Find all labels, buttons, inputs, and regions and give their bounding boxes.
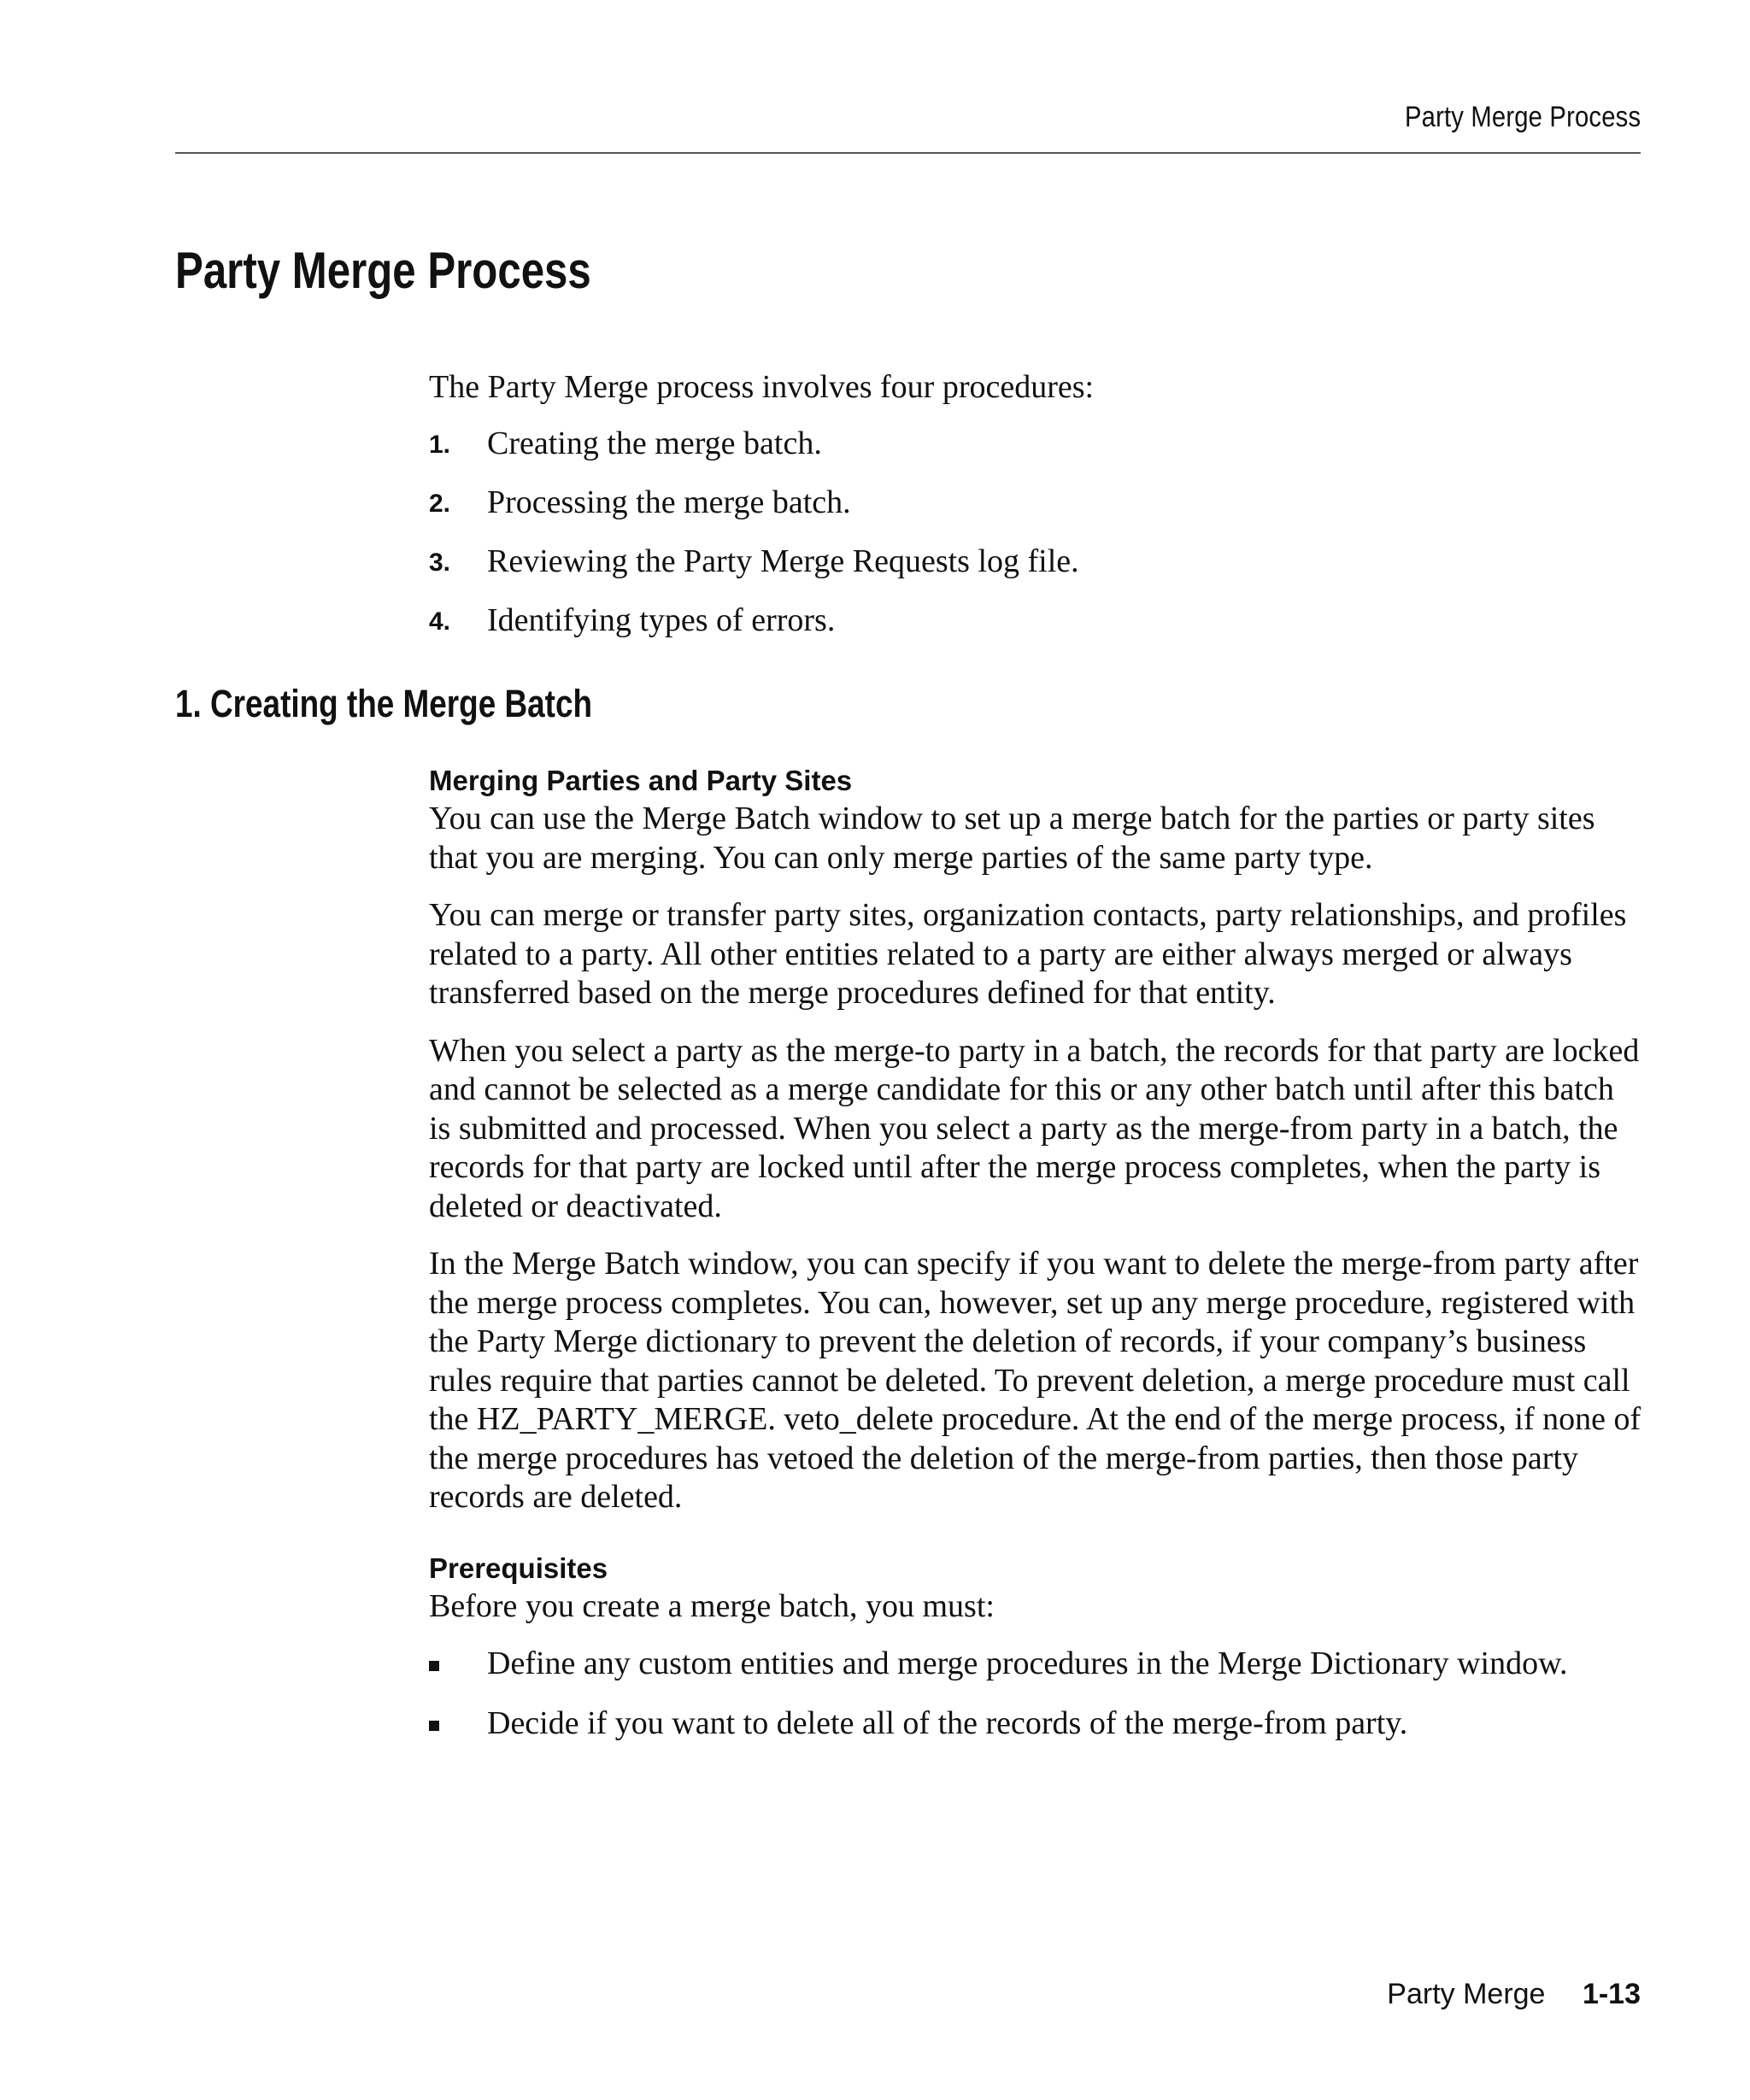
running-header: Party Merge Process xyxy=(1404,101,1641,133)
step-text: Reviewing the Party Merge Requests log file. xyxy=(487,543,1079,579)
prereq-list xyxy=(429,1645,1642,1743)
section-body xyxy=(429,762,1642,1763)
square-bullet-icon xyxy=(429,1721,439,1731)
bullet-text: Define any custom entities and merge procedures in the Merge Dictionary window. xyxy=(487,1645,1568,1681)
page-title: Party Merge Process xyxy=(175,242,591,299)
paragraph: In the Merge Batch window, you can specify if you want to delete the merge-from party after the merge process completes. You can, however, set up any merge procedure, registered with the Party Merge dictionary to prevent the deletion of records, if your company’s business rules require that parties cannot be deleted. To prevent deletion, a merge procedure must call the HZ_PARTY_MERGE. veto_delete procedure. At the end of the merge process, if none of the merge procedures has vetoed the deletion of the merge-from parties, then those party records are deleted. xyxy=(429,1246,1641,1515)
step-text: Creating the merge batch. xyxy=(487,425,822,461)
prereq-lead: Before you create a merge batch, you must: xyxy=(429,1587,995,1624)
list-item xyxy=(429,1645,1642,1684)
footer-chapter: Party Merge xyxy=(1387,1978,1546,2010)
list-item xyxy=(429,601,1642,640)
step-number: 1. xyxy=(429,431,451,459)
paragraph: You can merge or transfer party sites, organization contacts, party relationships, and profiles related to a party. All other entities related to a party are either always merged or always transferred based on the merge procedures defined for that entity. xyxy=(429,897,1627,1011)
step-text: Processing the merge batch. xyxy=(487,484,851,520)
header-rule xyxy=(175,152,1641,154)
step-number: 4. xyxy=(429,607,451,636)
step-number: 2. xyxy=(429,490,451,518)
page-number: 1-13 xyxy=(1582,1978,1641,2010)
step-text: Identifying types of errors. xyxy=(487,602,836,638)
list-item xyxy=(429,483,1642,522)
section-heading: 1. Creating the Merge Batch xyxy=(175,682,593,725)
paragraph: When you select a party as the merge-to party in a batch, the records for that party are locked and cannot be selected as a merge candidate for this or any other batch until after this batch is submitted and processed. When you select a party as the merge-from party in a batch, the records for that party are locked until after the merge process completes, when the party is deleted or deactivated. xyxy=(429,1032,1640,1224)
step-number: 3. xyxy=(429,548,451,577)
intro-lead: The Party Merge process involves four procedures: xyxy=(429,369,1095,405)
page-footer xyxy=(1387,1978,1641,2011)
intro-block xyxy=(429,367,1642,660)
procedure-list xyxy=(429,424,1642,640)
bullet-text: Decide if you want to delete all of the records of the merge-from party. xyxy=(487,1704,1408,1741)
list-item xyxy=(429,424,1642,463)
paragraph: You can use the Merge Batch window to set up a merge batch for the parties or party sites that you are merging. You can only merge parties of the same party type. xyxy=(429,801,1595,876)
square-bullet-icon xyxy=(429,1661,439,1671)
subheading-merging-parties: Merging Parties and Party Sites xyxy=(429,765,853,796)
subheading-prerequisites: Prerequisites xyxy=(429,1552,608,1584)
list-item xyxy=(429,1704,1642,1744)
list-item xyxy=(429,542,1642,581)
